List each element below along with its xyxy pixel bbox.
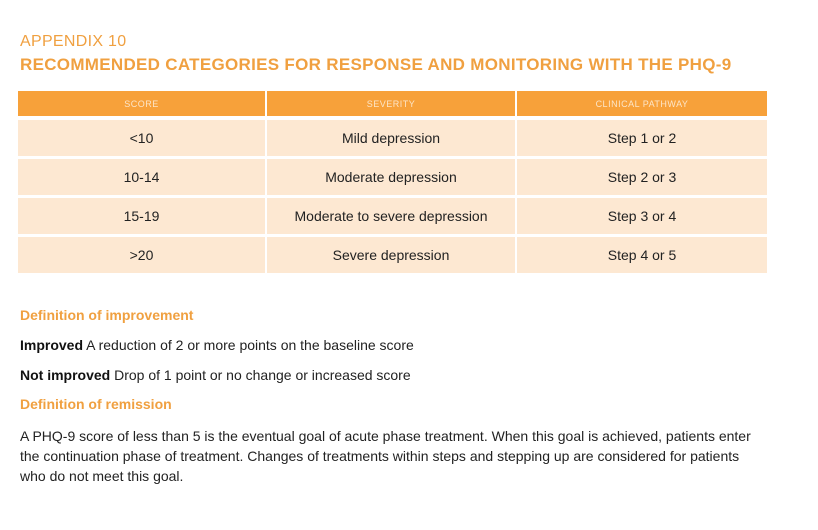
table-row <box>18 195 767 234</box>
table-row <box>18 156 767 195</box>
severity-cell: Mild depression <box>267 116 517 156</box>
pathway-cell: Step 4 or 5 <box>517 234 767 273</box>
remission-heading: Definition of remission <box>20 396 172 412</box>
score-cell: 10-14 <box>18 156 267 195</box>
pathway-cell: Step 2 or 3 <box>517 156 767 195</box>
table-row <box>18 116 767 156</box>
not-improved-definition <box>20 367 411 383</box>
pathway-cell: Step 3 or 4 <box>517 195 767 234</box>
table-header-row <box>18 91 767 116</box>
column-header-clinical-pathway: CLINICAL PATHWAY <box>517 91 767 116</box>
severity-cell: Moderate depression <box>267 156 517 195</box>
score-cell: <10 <box>18 116 267 156</box>
document-title: RECOMMENDED CATEGORIES FOR RESPONSE AND MONITORING WITH THE PHQ-9 <box>20 55 732 74</box>
improved-text: A reduction of 2 or more points on the baseline score <box>86 337 414 353</box>
severity-cell: Severe depression <box>267 234 517 273</box>
score-cell: 15-19 <box>18 195 267 234</box>
improvement-heading: Definition of improvement <box>20 307 194 323</box>
not-improved-text: Drop of 1 point or no change or increased score <box>114 367 411 383</box>
pathway-cell: Step 1 or 2 <box>517 116 767 156</box>
remission-paragraph: A PHQ-9 score of less than 5 is the eventual goal of acute phase treatment. When this goal is achieved, patients enter the continuation phase of treatment. Changes of treatments within steps and stepping up are considered for patients who do not meet this goal. <box>20 428 751 484</box>
score-cell: >20 <box>18 234 267 273</box>
improved-definition <box>20 337 414 353</box>
column-header-severity: SEVERITY <box>267 91 517 116</box>
phq9-table <box>18 91 767 273</box>
improved-label: Improved <box>20 337 84 353</box>
severity-cell: Moderate to severe depression <box>267 195 517 234</box>
column-header-score: SCORE <box>18 91 267 116</box>
not-improved-label: Not improved <box>20 367 111 383</box>
table-row <box>18 234 767 273</box>
appendix-label: APPENDIX 10 <box>20 33 127 50</box>
